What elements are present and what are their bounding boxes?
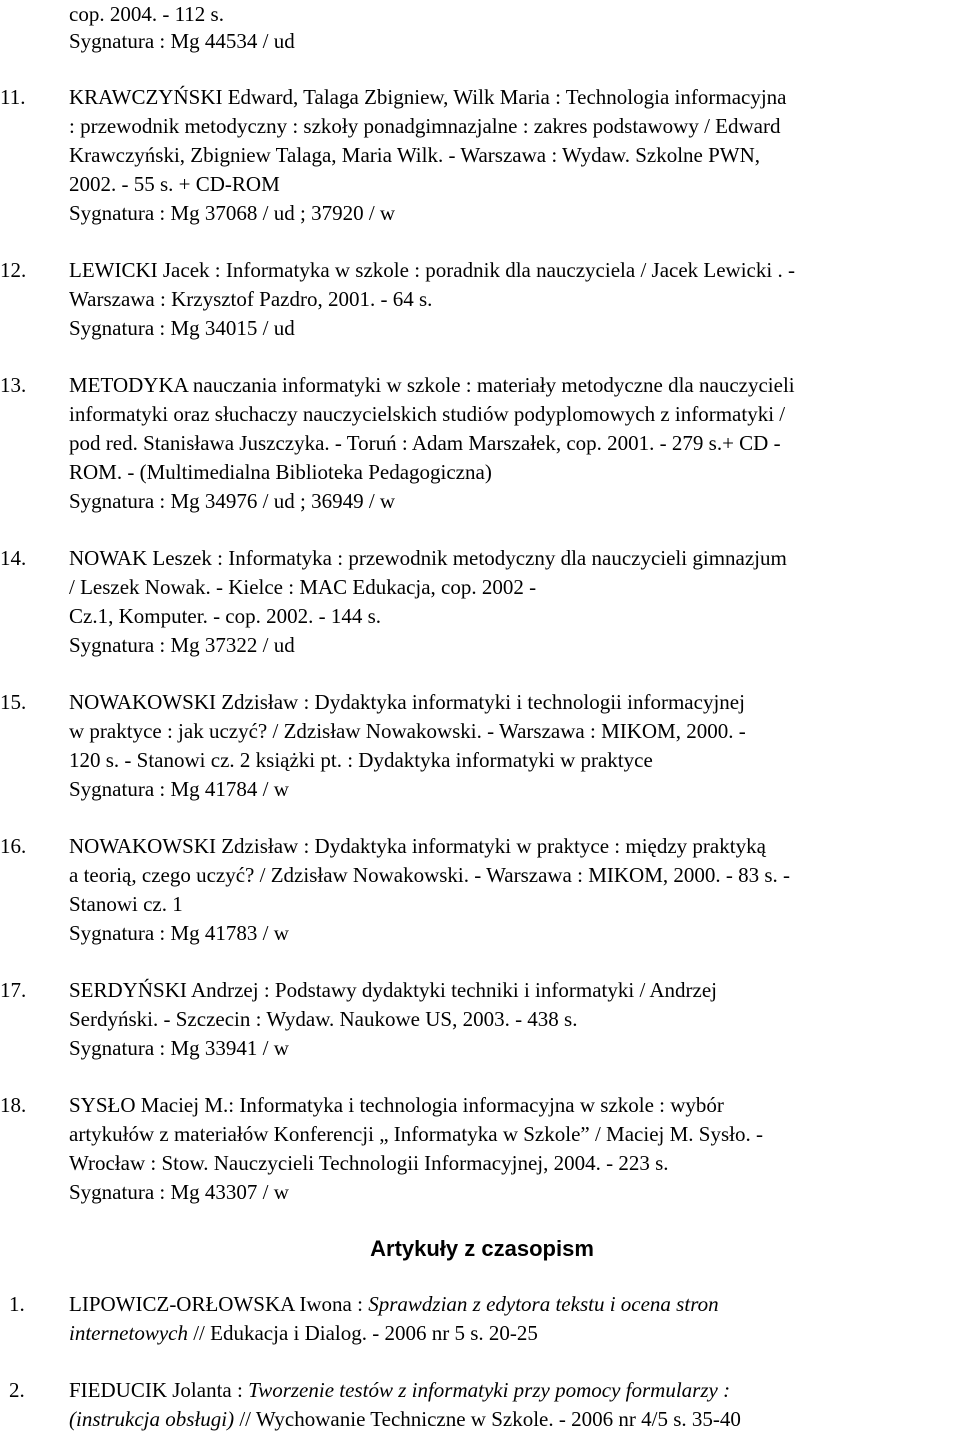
entry-line: Warszawa : Krzysztof Pazdro, 2001. - 64 s. <box>69 287 433 311</box>
entry-number: 15. <box>0 690 27 714</box>
entry-line: LEWICKI Jacek : Informatyka w szkole : poradnik dla nauczyciela / Jacek Lewicki . - <box>69 258 795 282</box>
article-title: Sprawdzian z edytora tekstu i ocena stron <box>368 1292 719 1316</box>
entry-signature: Sygnatura : Mg 37322 / ud <box>69 633 295 657</box>
entry-signature: Sygnatura : Mg 41784 / w <box>69 777 289 801</box>
entry-line: 120 s. - Stanowi cz. 2 książki pt. : Dydaktyka informatyki w praktyce <box>69 748 653 772</box>
entry-line: informatyki oraz słuchaczy nauczycielskich studiów podyplomowych z informatyki / <box>69 402 786 426</box>
article-author: LIPOWICZ-ORŁOWSKA Iwona : <box>69 1292 369 1316</box>
entry-number: 14. <box>0 546 27 570</box>
entry-line: Cz.1, Komputer. - cop. 2002. - 144 s. <box>69 604 382 628</box>
article-source: // Wychowanie Techniczne w Szkole. - 2006 nr 4/5 s. 35-40 <box>234 1407 741 1431</box>
entry-signature: Sygnatura : Mg 37068 / ud ; 37920 / w <box>69 201 396 225</box>
entry-number: 11. <box>0 85 26 109</box>
entry-line: KRAWCZYŃSKI Edward, Talaga Zbigniew, Wilk Maria : Technologia informacyjna <box>69 85 787 109</box>
entry-signature: Sygnatura : Mg 34976 / ud ; 36949 / w <box>69 489 396 513</box>
entry-line: a teorią, czego uczyć? / Zdzisław Nowakowski. - Warszawa : MIKOM, 2000. - 83 s. - <box>69 863 791 887</box>
article-line <box>69 1376 730 1405</box>
article-line <box>69 1290 719 1319</box>
entry-signature: Sygnatura : Mg 43307 / w <box>69 1180 289 1204</box>
article-author: FIEDUCIK Jolanta : <box>69 1378 249 1402</box>
entry-signature: Sygnatura : Mg 34015 / ud <box>69 316 295 340</box>
entry-number: 16. <box>0 834 27 858</box>
entry-line: Krawczyński, Zbigniew Talaga, Maria Wilk. - Warszawa : Wydaw. Szkolne PWN, <box>69 143 761 167</box>
entry-line: Wrocław : Stow. Nauczycieli Technologii Informacyjnej, 2004. - 223 s. <box>69 1151 669 1175</box>
entry-line: Serdyński. - Szczecin : Wydaw. Naukowe US, 2003. - 438 s. <box>69 1007 578 1031</box>
entry-line: w praktyce : jak uczyć? / Zdzisław Nowakowski. - Warszawa : MIKOM, 2000. - <box>69 719 746 743</box>
entry-line: : przewodnik metodyczny : szkoły ponadgimnazjalne : zakres podstawowy / Edward <box>69 114 781 138</box>
entry-number: 12. <box>0 258 27 282</box>
article-line <box>69 1405 741 1434</box>
article-number: 2. <box>9 1378 25 1402</box>
entry-line: SERDYŃSKI Andrzej : Podstawy dydaktyki techniki i informatyki / Andrzej <box>69 978 718 1002</box>
continued-text-line: cop. 2004. - 112 s. <box>69 2 224 26</box>
entry-line: Stanowi cz. 1 <box>69 892 183 916</box>
article-number: 1. <box>9 1292 25 1316</box>
entry-signature: Sygnatura : Mg 41783 / w <box>69 921 289 945</box>
entry-line: pod red. Stanisława Juszczyka. - Toruń : Adam Marszałek, cop. 2001. - 279 s.+ CD - <box>69 431 781 455</box>
entry-line: NOWAK Leszek : Informatyka : przewodnik metodyczny dla nauczycieli gimnazjum <box>69 546 787 570</box>
entry-line: artykułów z materiałów Konferencji „ Informatyka w Szkole” / Maciej M. Sysło. - <box>69 1122 763 1146</box>
article-source: // Edukacja i Dialog. - 2006 nr 5 s. 20-25 <box>187 1321 538 1345</box>
entry-line: / Leszek Nowak. - Kielce : MAC Edukacja, cop. 2002 - <box>69 575 537 599</box>
article-title: Tworzenie testów z informatyki przy pomocy formularzy : <box>248 1378 731 1402</box>
entry-line: 2002. - 55 s. + CD-ROM <box>69 172 280 196</box>
entry-number: 17. <box>0 978 27 1002</box>
entry-number: 18. <box>0 1093 27 1117</box>
continued-signature-line: Sygnatura : Mg 44534 / ud <box>69 29 295 53</box>
entry-line: METODYKA nauczania informatyki w szkole : materiały metodyczne dla nauczycieli <box>69 373 795 397</box>
article-title: (instrukcja obsługi) <box>69 1407 235 1431</box>
section-heading: Artykuły z czasopism <box>370 1236 594 1261</box>
entry-signature: Sygnatura : Mg 33941 / w <box>69 1036 289 1060</box>
entry-line: NOWAKOWSKI Zdzisław : Dydaktyka informatyki i technologii informacyjnej <box>69 690 745 714</box>
entry-line: SYSŁO Maciej M.: Informatyka i technologia informacyjna w szkole : wybór <box>69 1093 724 1117</box>
article-line <box>69 1319 538 1348</box>
entry-line: NOWAKOWSKI Zdzisław : Dydaktyka informatyki w praktyce : między praktyką <box>69 834 766 858</box>
entry-number: 13. <box>0 373 27 397</box>
entry-line: ROM. - (Multimedialna Biblioteka Pedagogiczna) <box>69 460 492 484</box>
article-title: internetowych <box>69 1321 188 1345</box>
